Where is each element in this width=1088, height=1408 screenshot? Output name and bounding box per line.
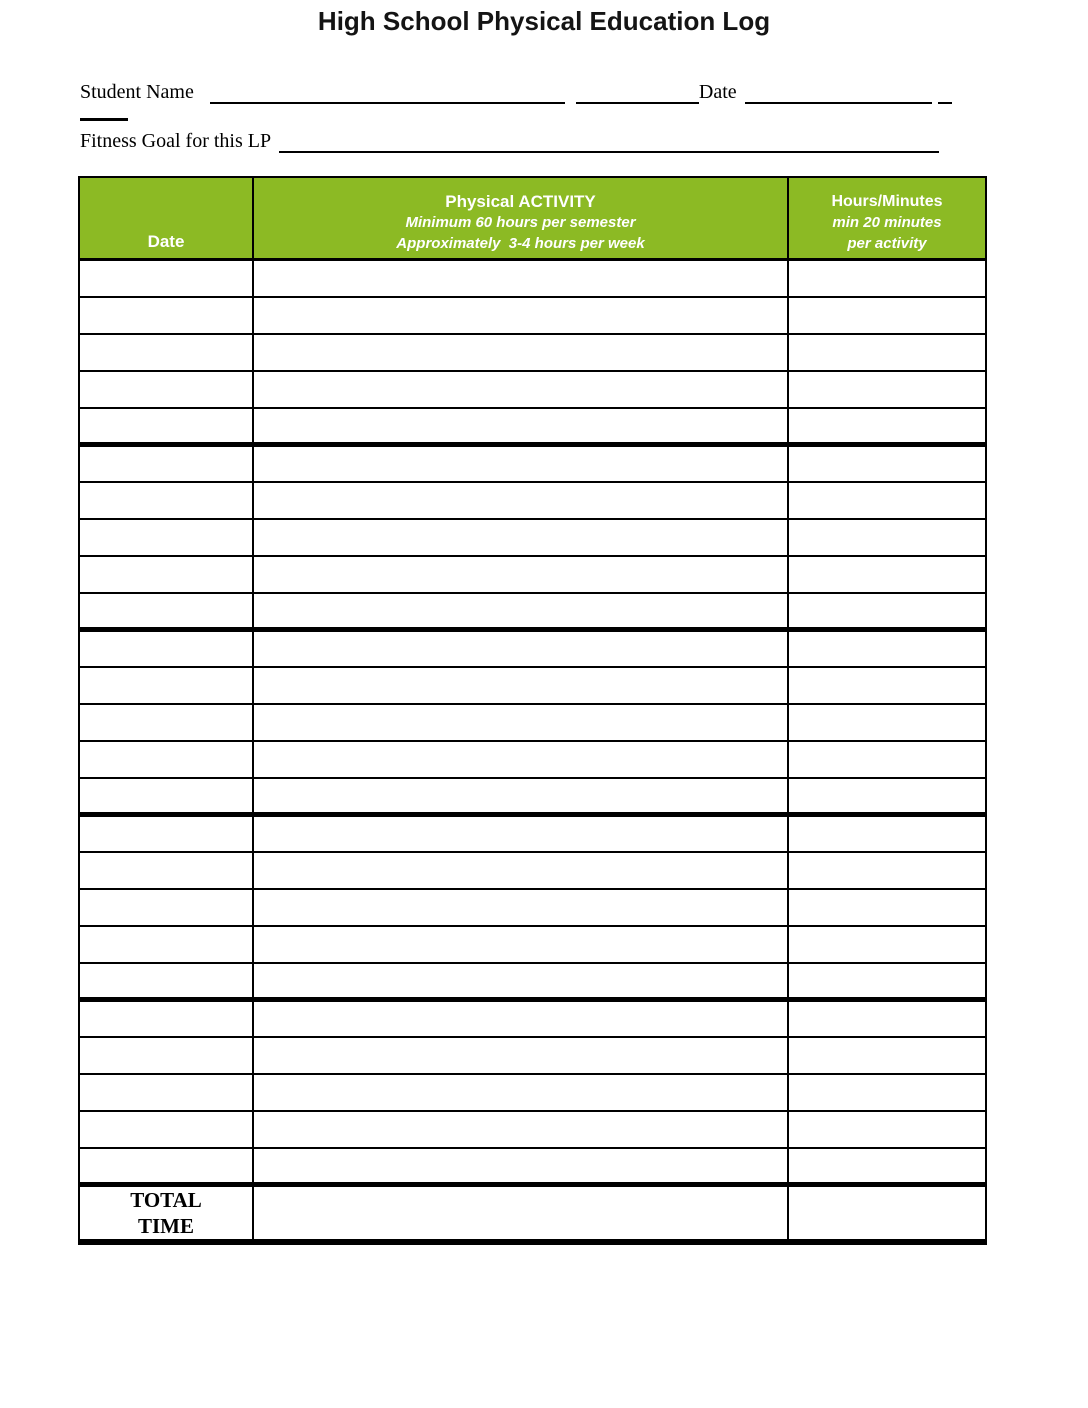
date-cell[interactable] — [79, 704, 253, 741]
hours-column-header — [788, 177, 986, 260]
hours-cell[interactable] — [788, 778, 986, 815]
hours-cell[interactable] — [788, 408, 986, 445]
hours-column-subtitle-1: min 20 minutes — [832, 214, 942, 231]
date-cell[interactable] — [79, 667, 253, 704]
date-cell[interactable] — [79, 1074, 253, 1111]
form-header-area — [80, 74, 952, 153]
log-row — [79, 852, 986, 889]
activity-cell[interactable] — [253, 334, 788, 371]
student-name-blank-line[interactable] — [210, 80, 565, 104]
total-label-line-1: TOTAL — [130, 1188, 202, 1212]
date-cell[interactable] — [79, 408, 253, 445]
log-row — [79, 482, 986, 519]
date-cell[interactable] — [79, 371, 253, 408]
hours-cell[interactable] — [788, 1148, 986, 1185]
log-table-body — [79, 260, 986, 1185]
activity-cell[interactable] — [253, 593, 788, 630]
date-cell[interactable] — [79, 593, 253, 630]
date-cell[interactable] — [79, 519, 253, 556]
hours-cell[interactable] — [788, 482, 986, 519]
date-cell[interactable] — [79, 260, 253, 297]
log-row — [79, 519, 986, 556]
activity-cell[interactable] — [253, 556, 788, 593]
date-cell[interactable] — [79, 1148, 253, 1185]
date-cell[interactable] — [79, 445, 253, 482]
activity-cell[interactable] — [253, 445, 788, 482]
total-hours-cell[interactable] — [788, 1185, 986, 1243]
hours-cell[interactable] — [788, 926, 986, 963]
date-cell[interactable] — [79, 815, 253, 852]
activity-cell[interactable] — [253, 1074, 788, 1111]
table-header-row — [79, 177, 986, 260]
date-column-label: Date — [147, 232, 185, 251]
log-row — [79, 371, 986, 408]
log-row — [79, 297, 986, 334]
hours-cell[interactable] — [788, 630, 986, 667]
blank-line-segment[interactable] — [576, 80, 699, 104]
date-cell[interactable] — [79, 1111, 253, 1148]
hours-cell[interactable] — [788, 1074, 986, 1111]
date-label: Date — [698, 81, 737, 103]
activity-cell[interactable] — [253, 1000, 788, 1037]
hours-cell[interactable] — [788, 963, 986, 1000]
wrapped-underscore-segment — [80, 118, 128, 121]
log-row — [79, 1037, 986, 1074]
log-row — [79, 889, 986, 926]
hours-column-label: Hours/Minutes — [831, 193, 943, 210]
log-row — [79, 334, 986, 371]
log-row — [79, 778, 986, 815]
total-activity-cell[interactable] — [253, 1185, 788, 1243]
student-name-date-line — [80, 74, 952, 104]
hours-cell[interactable] — [788, 1000, 986, 1037]
hours-cell[interactable] — [788, 556, 986, 593]
activity-cell[interactable] — [253, 297, 788, 334]
date-cell[interactable] — [79, 482, 253, 519]
date-cell[interactable] — [79, 297, 253, 334]
pe-log-table — [78, 176, 987, 1245]
date-cell[interactable] — [79, 852, 253, 889]
date-column-header — [79, 177, 253, 260]
date-cell[interactable] — [79, 630, 253, 667]
total-label-line-2: TIME — [137, 1214, 194, 1238]
activity-cell[interactable] — [253, 778, 788, 815]
activity-column-label: Physical ACTIVITY — [445, 192, 596, 211]
activity-cell[interactable] — [253, 889, 788, 926]
hours-cell[interactable] — [788, 593, 986, 630]
activity-cell[interactable] — [253, 519, 788, 556]
hours-cell[interactable] — [788, 741, 986, 778]
total-time-label-cell — [79, 1185, 253, 1243]
activity-cell[interactable] — [253, 1037, 788, 1074]
date-cell[interactable] — [79, 741, 253, 778]
log-row — [79, 1148, 986, 1185]
date-cell[interactable] — [79, 1000, 253, 1037]
activity-column-subtitle-2: Approximately 3-4 hours per week — [396, 235, 645, 252]
log-row — [79, 1000, 986, 1037]
hours-cell[interactable] — [788, 889, 986, 926]
date-cell[interactable] — [79, 889, 253, 926]
date-cell[interactable] — [79, 963, 253, 1000]
log-row — [79, 408, 986, 445]
date-cell[interactable] — [79, 1037, 253, 1074]
log-row — [79, 260, 986, 297]
log-row — [79, 741, 986, 778]
page-title: High School Physical Education Log — [317, 6, 771, 36]
hours-cell[interactable] — [788, 519, 986, 556]
activity-cell[interactable] — [253, 741, 788, 778]
hours-cell[interactable] — [788, 334, 986, 371]
log-row — [79, 593, 986, 630]
activity-cell[interactable] — [253, 704, 788, 741]
fitness-goal-line — [80, 125, 952, 153]
hours-column-subtitle-2: per activity — [847, 235, 927, 252]
log-row — [79, 630, 986, 667]
fitness-goal-blank-line[interactable] — [279, 129, 939, 153]
log-row — [79, 445, 986, 482]
activity-cell[interactable] — [253, 408, 788, 445]
student-name-label: Student Name — [80, 81, 194, 103]
activity-cell[interactable] — [253, 260, 788, 297]
activity-column-header — [253, 177, 788, 260]
hours-cell[interactable] — [788, 852, 986, 889]
activity-cell[interactable] — [253, 815, 788, 852]
activity-cell[interactable] — [253, 371, 788, 408]
activity-cell[interactable] — [253, 852, 788, 889]
hours-cell[interactable] — [788, 1111, 986, 1148]
date-blank-line[interactable] — [745, 80, 932, 104]
log-row — [79, 556, 986, 593]
log-row — [79, 667, 986, 704]
hours-cell[interactable] — [788, 815, 986, 852]
log-row — [79, 963, 986, 1000]
date-cell[interactable] — [79, 334, 253, 371]
activity-cell[interactable] — [253, 926, 788, 963]
activity-cell[interactable] — [253, 667, 788, 704]
hours-cell[interactable] — [788, 260, 986, 297]
log-row — [79, 704, 986, 741]
hours-cell[interactable] — [788, 445, 986, 482]
activity-cell[interactable] — [253, 630, 788, 667]
activity-cell[interactable] — [253, 1111, 788, 1148]
log-row — [79, 1074, 986, 1111]
fitness-goal-label: Fitness Goal for this LP — [80, 130, 272, 152]
total-time-row — [79, 1185, 986, 1243]
log-row — [79, 815, 986, 852]
log-row — [79, 1111, 986, 1148]
trailing-underscore — [938, 80, 952, 104]
log-row — [79, 926, 986, 963]
date-cell[interactable] — [79, 778, 253, 815]
activity-cell[interactable] — [253, 482, 788, 519]
hours-cell[interactable] — [788, 667, 986, 704]
hours-cell[interactable] — [788, 371, 986, 408]
date-cell[interactable] — [79, 926, 253, 963]
date-cell[interactable] — [79, 556, 253, 593]
hours-cell[interactable] — [788, 1037, 986, 1074]
activity-cell[interactable] — [253, 1148, 788, 1185]
activity-column-subtitle-1: Minimum 60 hours per semester — [405, 214, 636, 231]
activity-cell[interactable] — [253, 963, 788, 1000]
hours-cell[interactable] — [788, 297, 986, 334]
hours-cell[interactable] — [788, 704, 986, 741]
